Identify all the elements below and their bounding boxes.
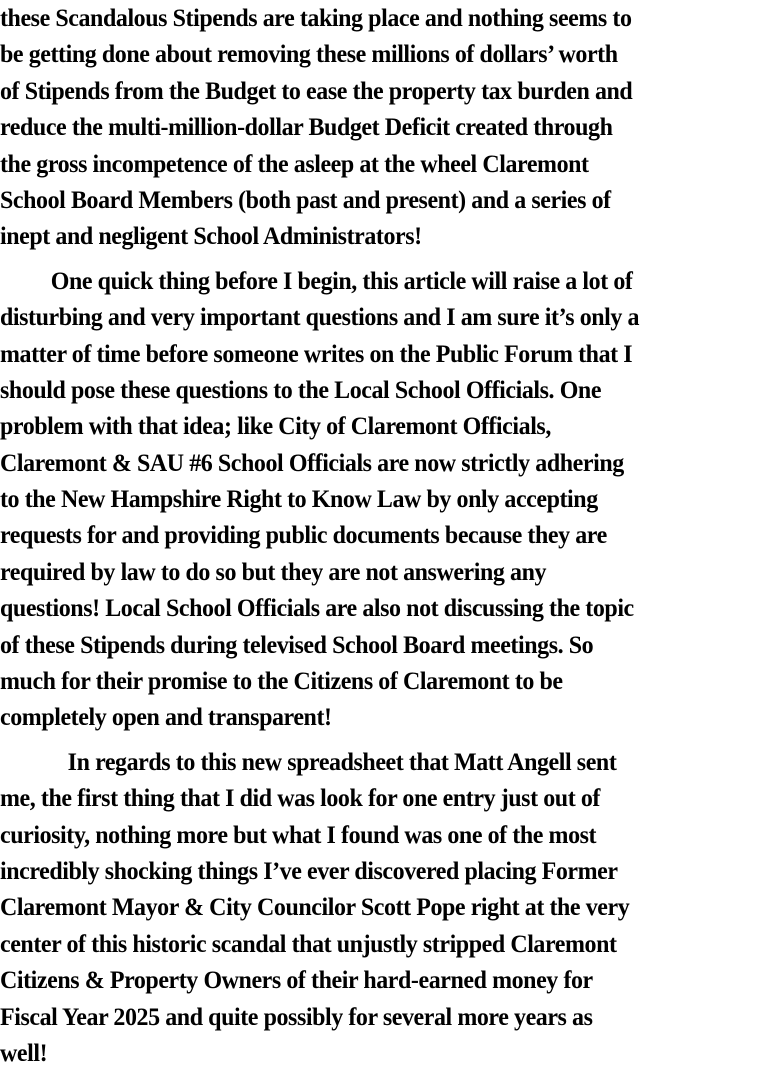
text-line: well!	[0, 1037, 48, 1067]
text-line: much for their promise to the Citizens of Claremont to be	[0, 666, 563, 696]
text-line: Claremont Mayor & City Councilor Scott Pope right at the very	[0, 892, 630, 922]
text-line: inept and negligent School Administrators!	[0, 221, 422, 251]
text-line: should pose these questions to the Local School Officials. One	[0, 374, 602, 404]
text-line: these Scandalous Stipends are taking place and nothing seems to	[0, 3, 632, 32]
text-line: matter of time before someone writes on the Public Forum that I	[0, 338, 633, 368]
text-line: problem with that idea; like City of Claremont Officials,	[0, 411, 551, 441]
text-line: the gross incompetence of the asleep at the wheel Claremont	[0, 148, 589, 178]
text-line: Citizens & Property Owners of their hard-earned money for	[0, 965, 593, 995]
paragraph-spreadsheet	[0, 744, 778, 1072]
text-line: of these Stipends during televised School Board meetings. So	[0, 629, 594, 659]
text-line: curiosity, nothing more but what I found was one of the most	[0, 819, 597, 849]
text-line-indented: One quick thing before I begin, this article will raise a lot of	[50, 265, 633, 295]
paragraph-spacer	[0, 736, 778, 744]
text-line: center of this historic scandal that unjustly stripped Claremont	[0, 928, 617, 958]
text-line: me, the first thing that I did was look for one entry just out of	[0, 783, 600, 813]
text-line: reduce the multi-million-dollar Budget Deficit created through	[0, 112, 613, 142]
text-line: of Stipends from the Budget to ease the property tax burden and	[0, 75, 633, 105]
text-line: be getting done about removing these millions of dollars’ worth	[0, 39, 618, 69]
paragraph-one-quick-thing	[0, 263, 778, 736]
text-line: School Board Members (both past and present) and a series of	[0, 184, 611, 214]
text-line-indented: In regards to this new spreadsheet that Matt Angell sent	[67, 746, 617, 776]
text-line: requests for and providing public documents because they are	[0, 520, 607, 550]
paragraph-spacer	[0, 255, 778, 263]
text-line: Claremont & SAU #6 School Officials are now strictly adhering	[0, 447, 624, 477]
text-line: questions! Local School Officials are also not discussing the topic	[0, 593, 634, 623]
text-line: incredibly shocking things I’ve ever discovered placing Former	[0, 855, 618, 885]
paragraph-stipends-continuation	[0, 0, 778, 255]
text-line: to the New Hampshire Right to Know Law by only accepting	[0, 484, 598, 514]
text-line: required by law to do so but they are not answering any	[0, 556, 547, 586]
text-line: disturbing and very important questions and I am sure it’s only a	[0, 302, 640, 332]
text-line: Fiscal Year 2025 and quite possibly for several more years as	[0, 1001, 593, 1031]
text-line: completely open and transparent!	[0, 702, 332, 732]
